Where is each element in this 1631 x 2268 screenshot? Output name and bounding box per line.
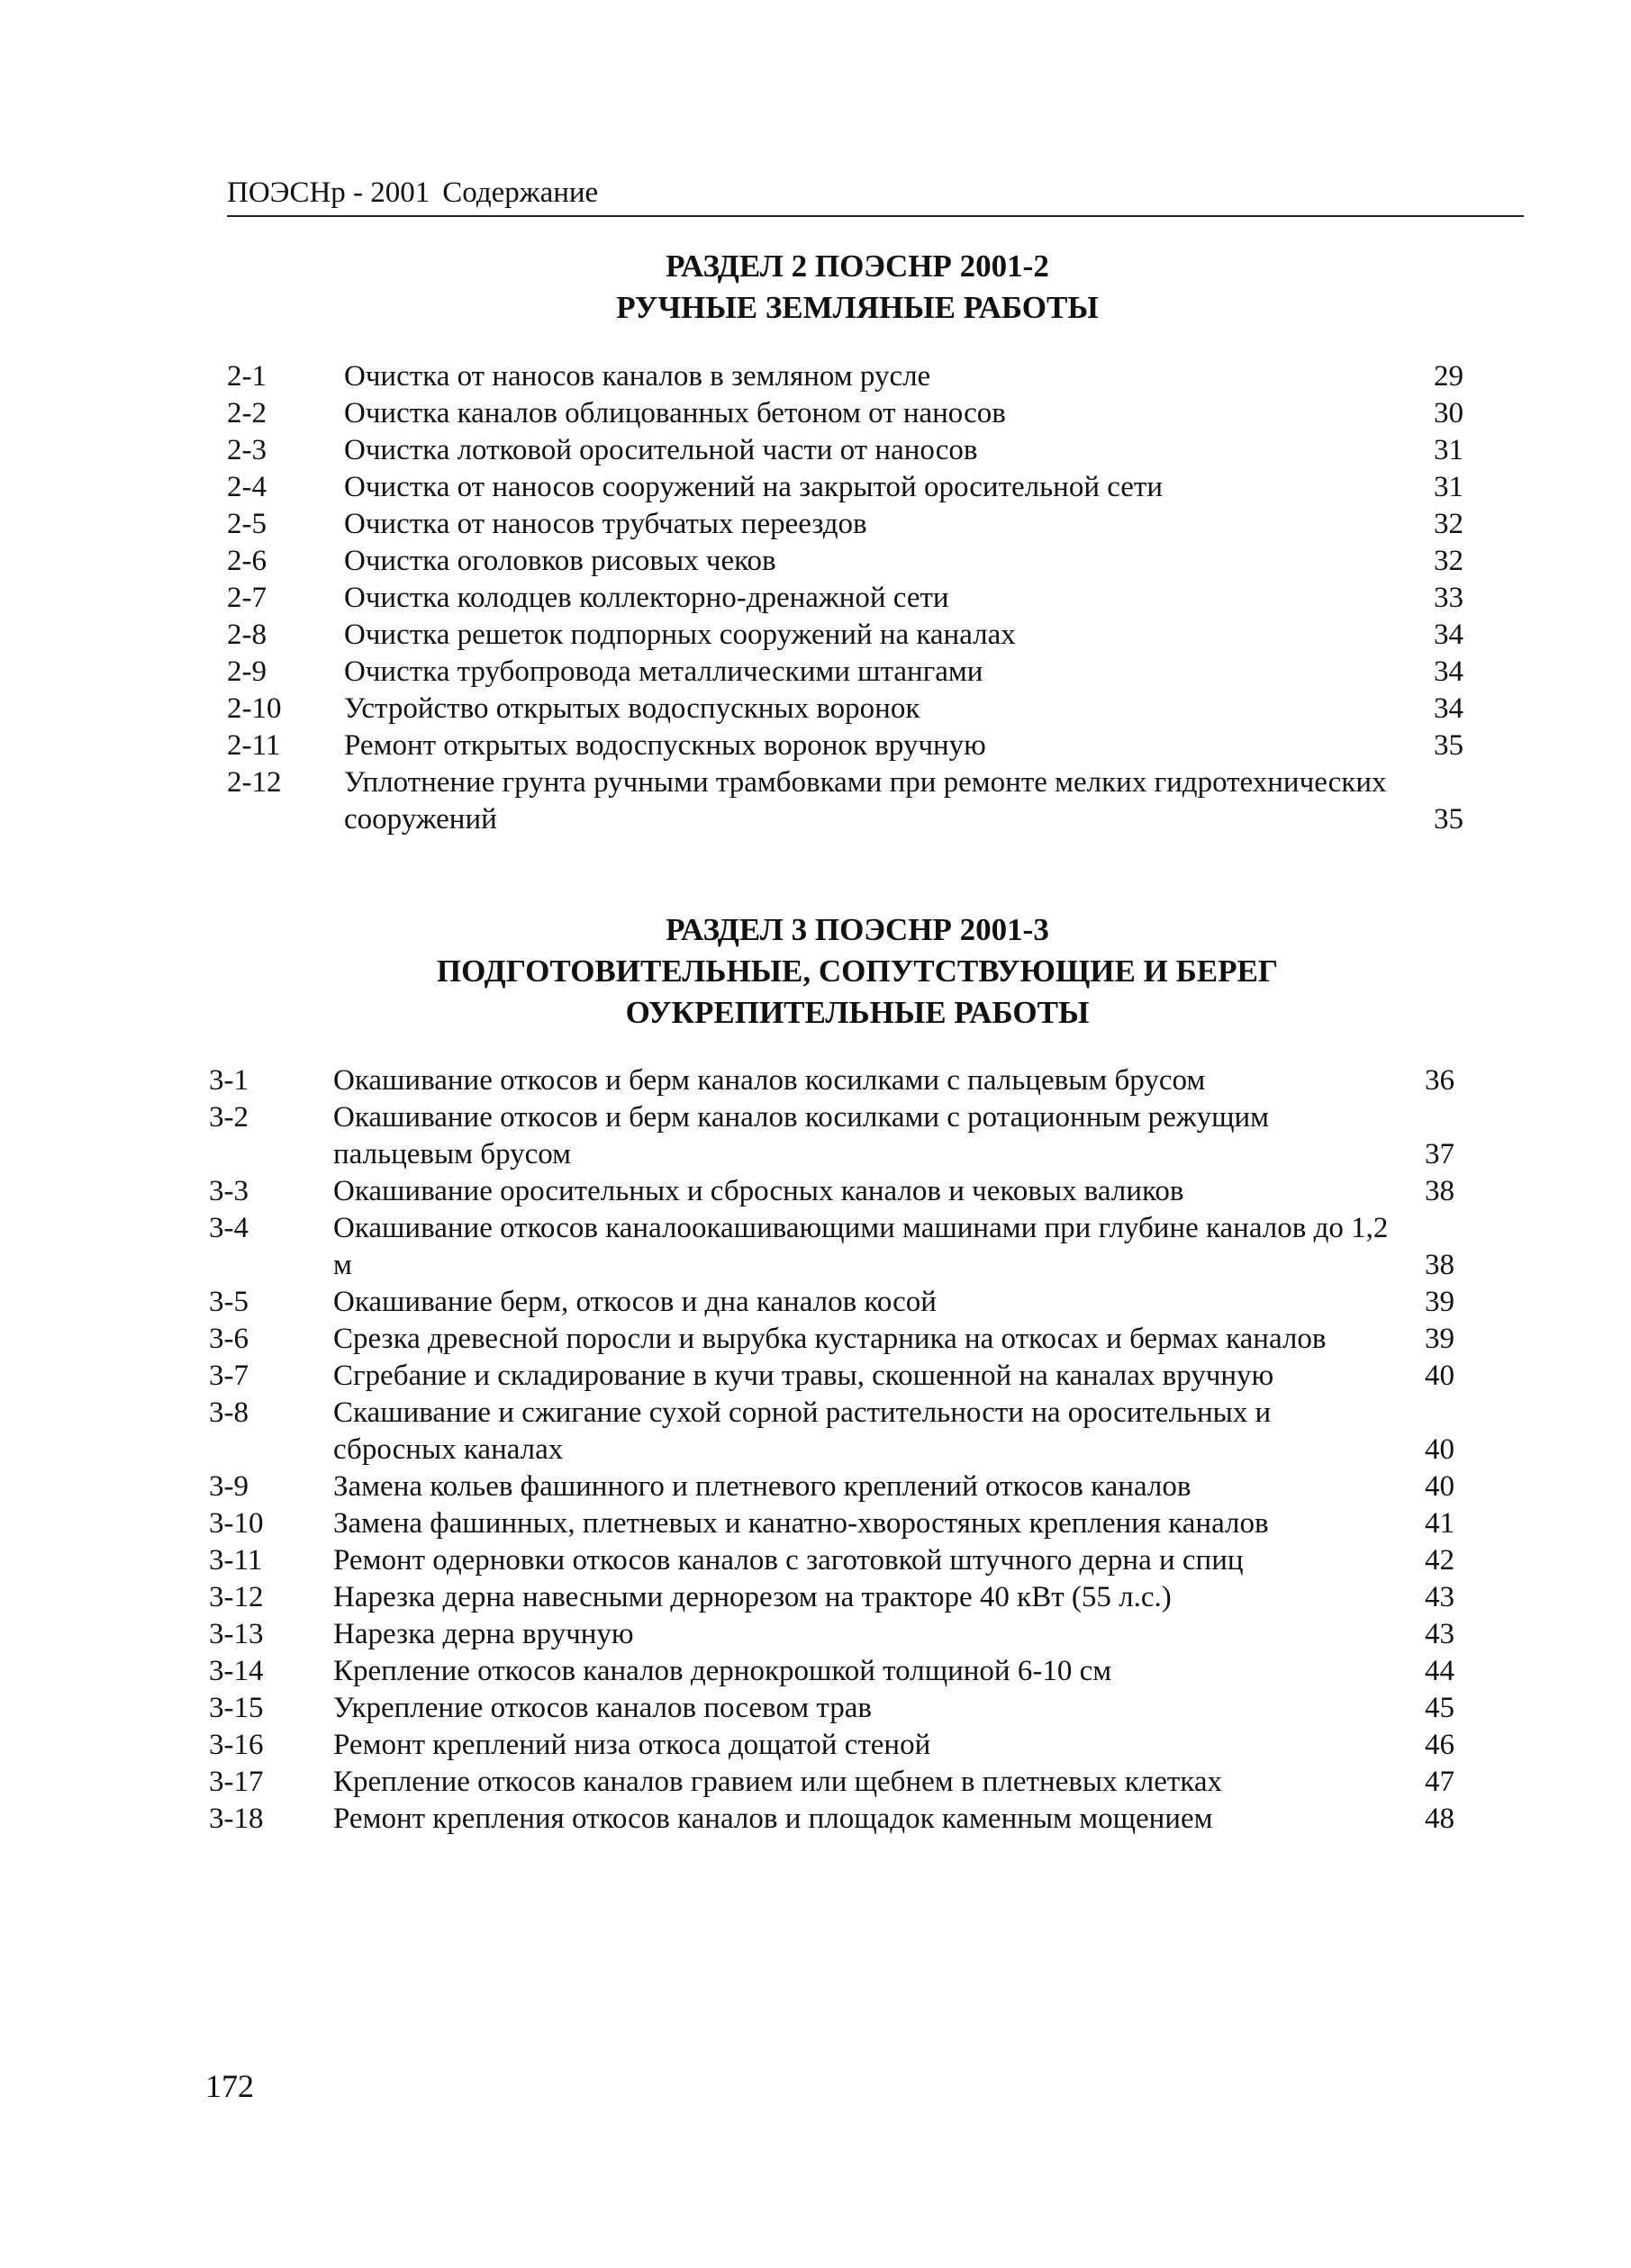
toc-entry-number: 3-7 — [209, 1360, 249, 1392]
toc-entry-title: Ремонт крепления откосов каналов и площадок каменным мощением — [333, 1803, 1213, 1835]
toc-entry-title: Срезка древесной поросли и вырубка кустарника на откосах и бермах каналов — [333, 1323, 1327, 1355]
toc-entry-number: 2-6 — [227, 545, 267, 577]
toc-entry-title: Укрепление откосов каналов посевом трав — [333, 1692, 872, 1724]
toc-entry-number: 2-8 — [227, 619, 267, 651]
toc-entry-number: 2-9 — [227, 655, 267, 688]
toc-entry — [0, 1764, 1631, 1801]
section-2-title-line-2: РУЧНЫЕ ЗЕМЛЯНЫЕ РАБОТЫ — [616, 290, 1099, 325]
toc-entry — [0, 1468, 1631, 1505]
toc-entry-page: 32 — [1434, 545, 1463, 577]
toc-entry-number: 2-5 — [227, 508, 267, 540]
toc-entry-page: 38 — [1425, 1249, 1454, 1281]
toc-entry-title: Уплотнение грунта ручными трамбовками при ремонте мелких гидротехнических сооружений — [344, 766, 1387, 836]
toc-entry — [0, 1542, 1631, 1579]
toc-entry-title: Очистка каналов облицованных бетоном от наносов — [344, 397, 1006, 429]
toc-entry-page: 40 — [1425, 1433, 1454, 1466]
toc-entry-title: Очистка трубопровода металлическими штангами — [344, 655, 983, 688]
section-3-title-line-1: РАЗДЕЛ 3 ПОЭСНР 2001-3 — [666, 912, 1049, 947]
toc-entry — [0, 1616, 1631, 1653]
toc-entry — [0, 469, 1631, 506]
toc-entry-number: 2-2 — [227, 397, 267, 429]
toc-entry-number: 3-16 — [209, 1729, 264, 1761]
toc-entry — [0, 617, 1631, 654]
toc-entry-page: 42 — [1425, 1544, 1454, 1577]
toc-entry-number: 3-17 — [209, 1766, 264, 1798]
toc-entry-page: 43 — [1425, 1618, 1454, 1650]
toc-entry — [0, 1579, 1631, 1616]
toc-entry — [0, 1321, 1631, 1358]
toc-entry-page: 47 — [1425, 1766, 1454, 1798]
toc-entry-title: Окашивание откосов и берм каналов косилками с пальцевым брусом — [333, 1064, 1206, 1097]
toc-entry-page: 34 — [1434, 655, 1463, 688]
toc-entry-number: 3-6 — [209, 1323, 249, 1355]
toc-entry-number: 3-15 — [209, 1692, 264, 1724]
toc-entry-title: Нарезка дерна навесными дернорезом на тракторе 40 кВт (55 л.с.) — [333, 1581, 1172, 1613]
toc-entry-title: Ремонт одерновки откосов каналов с заготовкой штучного дерна и спиц — [333, 1544, 1244, 1577]
toc-entry-number: 3-8 — [209, 1396, 249, 1429]
toc-entry-number: 3-1 — [209, 1064, 249, 1097]
toc-entry-number: 3-18 — [209, 1803, 264, 1835]
toc-entry-number: 2-11 — [227, 729, 281, 762]
section-3-title-line-3: ОУКРЕПИТЕЛЬНЫЕ РАБОТЫ — [625, 995, 1090, 1030]
toc-entry-page: 40 — [1425, 1360, 1454, 1392]
toc-entry-page: 32 — [1434, 508, 1463, 540]
toc-entry-number: 3-13 — [209, 1618, 264, 1650]
toc-entry — [0, 1062, 1631, 1099]
toc-entry — [0, 1505, 1631, 1542]
toc-entry — [0, 1358, 1631, 1395]
toc-entry-title: Устройство открытых водоспускных воронок — [344, 692, 920, 725]
toc-entry — [0, 1690, 1631, 1727]
document-code: ПОЭСНр - 2001 — [227, 176, 430, 209]
toc-entry-number: 3-10 — [209, 1507, 264, 1540]
toc-entry-page: 34 — [1434, 692, 1463, 725]
toc-entry — [0, 358, 1631, 395]
running-head — [227, 176, 1524, 217]
toc-entry — [0, 1173, 1631, 1210]
toc-entry-number: 3-11 — [209, 1544, 263, 1577]
toc-entry-title: Окашивание откосов каналоокашивающими машинами при глубине каналов до 1,2 м — [333, 1212, 1389, 1281]
toc-entry-page: 43 — [1425, 1581, 1454, 1613]
toc-entry — [0, 1099, 1631, 1173]
toc-entry-page: 46 — [1425, 1729, 1454, 1761]
toc-entry-title: Сгребание и складирование в кучи травы, скошенной на каналах вручную — [333, 1360, 1274, 1392]
toc-entry-page: 31 — [1434, 434, 1463, 466]
toc-entry — [0, 1727, 1631, 1764]
toc-entry-number: 2-3 — [227, 434, 267, 466]
toc-entry-page: 39 — [1425, 1323, 1454, 1355]
toc-entry-page: 38 — [1425, 1175, 1454, 1207]
toc-entry-page: 48 — [1425, 1803, 1454, 1835]
toc-entry-title: Нарезка дерна вручную — [333, 1618, 634, 1650]
toc-entry-title: Крепление откосов каналов гравием или щебнем в плетневых клетках — [333, 1766, 1222, 1798]
toc-entry-page: 35 — [1434, 729, 1463, 762]
toc-entry — [0, 1653, 1631, 1690]
toc-entry-number: 3-5 — [209, 1286, 249, 1318]
toc-entry — [0, 727, 1631, 764]
toc-entry-page: 37 — [1425, 1138, 1454, 1170]
section-3-heading — [227, 909, 1488, 1034]
toc-entry-title: Очистка решеток подпорных сооружений на каналах — [344, 619, 1016, 651]
toc-entry — [0, 1801, 1631, 1838]
section-2-heading — [227, 246, 1488, 329]
toc-entry-page: 35 — [1434, 803, 1463, 836]
toc-entry — [0, 395, 1631, 432]
toc-entry-title: Очистка от наносов сооружений на закрытой оросительной сети — [344, 471, 1164, 503]
toc-entry — [0, 432, 1631, 469]
toc-entry-number: 2-12 — [227, 766, 282, 799]
toc-entry-number: 2-1 — [227, 360, 267, 393]
toc-entry-page: 36 — [1425, 1064, 1454, 1097]
toc-entry-title: Ремонт креплений низа откоса дощатой стеной — [333, 1729, 931, 1761]
toc-entry-title: Очистка от наносов трубчатых переездов — [344, 508, 867, 540]
toc-entry-title: Очистка колодцев коллекторно-дренажной сети — [344, 582, 949, 614]
toc-entry-number: 2-7 — [227, 582, 267, 614]
toc-entry — [0, 1395, 1631, 1468]
toc-entry — [0, 506, 1631, 543]
toc-entry-number: 2-4 — [227, 471, 267, 503]
toc-entry — [0, 691, 1631, 727]
toc-entry-number: 2-10 — [227, 692, 282, 725]
toc-entry-page: 31 — [1434, 471, 1463, 503]
toc-entry-title: Ремонт открытых водоспускных воронок вручную — [344, 729, 986, 762]
section-2-title-line-1: РАЗДЕЛ 2 ПОЭСНР 2001-2 — [666, 248, 1049, 284]
toc-entry-page: 30 — [1434, 397, 1463, 429]
toc-entry-title: Крепление откосов каналов дернокрошкой толщиной 6-10 см — [333, 1655, 1112, 1687]
toc-entry-number: 3-14 — [209, 1655, 264, 1687]
toc-entry-title: Очистка оголовков рисовых чеков — [344, 545, 776, 577]
toc-entry-title: Окашивание берм, откосов и дна каналов косой — [333, 1286, 937, 1318]
toc-entry-title: Окашивание откосов и берм каналов косилками с ротационным режущим пальцевым брусом — [333, 1101, 1270, 1170]
toc-entry-page: 33 — [1434, 582, 1463, 614]
toc-entry-number: 3-3 — [209, 1175, 249, 1207]
toc-entry — [0, 1284, 1631, 1321]
toc-entry-page: 40 — [1425, 1470, 1454, 1503]
toc-entry — [0, 543, 1631, 580]
toc-entry — [0, 1210, 1631, 1284]
toc-entry-page: 45 — [1425, 1692, 1454, 1724]
toc-entry-page: 39 — [1425, 1286, 1454, 1318]
toc-entry-number: 3-2 — [209, 1101, 249, 1134]
toc-entry — [0, 654, 1631, 691]
toc-entry-number: 3-12 — [209, 1581, 264, 1613]
toc-entry-title: Скашивание и сжигание сухой сорной растительности на оросительных и сбросных каналах — [333, 1396, 1272, 1466]
toc-entry-number: 3-4 — [209, 1212, 249, 1244]
toc-entry-page: 41 — [1425, 1507, 1454, 1540]
toc-entry-title: Очистка лотковой оросительной части от наносов — [344, 434, 978, 466]
running-title: Содержание — [442, 176, 599, 209]
toc-entry-title: Замена фашинных, плетневых и канатно-хворостяных крепления каналов — [333, 1507, 1269, 1540]
toc-entry-title: Окашивание оросительных и сбросных каналов и чековых валиков — [333, 1175, 1184, 1207]
toc-entry-title: Замена кольев фашинного и плетневого креплений откосов каналов — [333, 1470, 1192, 1503]
page-number: 172 — [205, 2068, 254, 2104]
toc-entry-page: 44 — [1425, 1655, 1454, 1687]
toc-entry — [0, 580, 1631, 617]
section-3-title-line-2: ПОДГОТОВИТЕЛЬНЫЕ, СОПУТСТВУЮЩИЕ И БЕРЕГ — [436, 953, 1279, 989]
toc-entry-title: Очистка от наносов каналов в земляном русле — [344, 360, 931, 393]
toc-entry — [0, 764, 1631, 838]
toc-entry-page: 29 — [1434, 360, 1463, 393]
toc-entry-page: 34 — [1434, 619, 1463, 651]
toc-entry-number: 3-9 — [209, 1470, 249, 1503]
